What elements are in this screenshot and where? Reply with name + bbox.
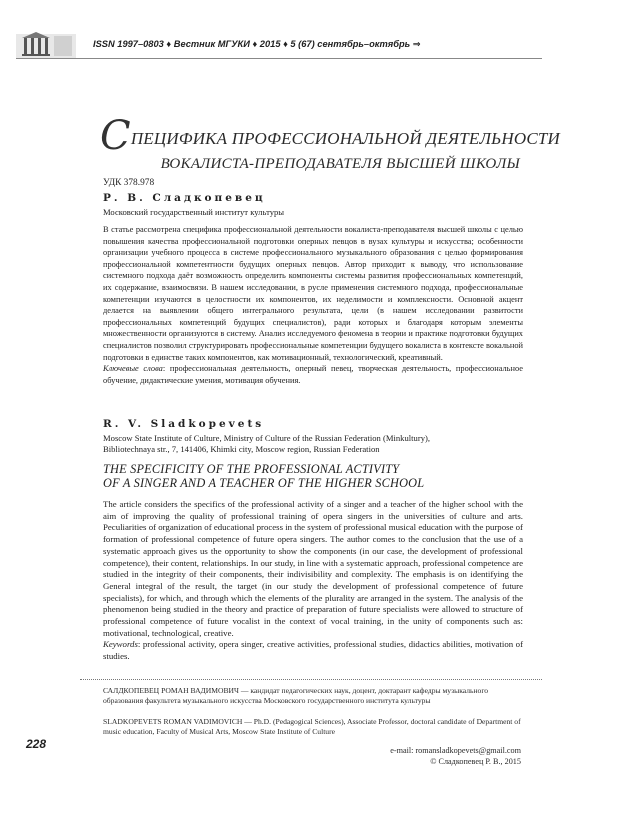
- author-bio-ru: САЛДКОПЕВЕЦ РОМАН ВАДИМОВИЧ — кандидат педагогических наук, доцент, доктарант кафедры музыкального образования факультета музыкального искусства Московского государственного института культуры: [103, 686, 489, 706]
- journal-logo-icon: [16, 30, 76, 60]
- title-ru-line-1-text: ПЕЦИФИКА ПРОФЕССИОНАЛЬНОЙ ДЕЯТЕЛЬНОСТИ: [130, 129, 561, 148]
- abstract-en-text: The article considers the specifics of the professional activity of a singer and a teacher of the higher school with the aim of improving the quality of professional training of opera singers in the universities of culture and arts. Peculiarities of organization of educational process in the system of professional musical education with the purpose of formation of professional competence of future opera singers. The author comes to the conclusion that the use of a systematic approach gives us the opportunity to show the components (in our case, the development of professional competence), their content, relationships. In our study, in line with a systematic approach, professional competence are studied in the integrity of their components, their indivisibility and complexity. The emphasis is on identifying the General integral of the result, the target (in our study the development of professional competence of future specialists), for which, and through which the elements of the plurality are arranged in the system. The analysis of the phenomenon being studied in the theory and practice of preparation of future specialists were allowed to structure of professional competence of future vocalist in the context of vocal training, in the unity of components such as: motivational, technological, creative.: [103, 499, 523, 638]
- institution-ru: Московский государственный институт культуры: [103, 207, 285, 217]
- title-en-line-1: THE SPECIFICITY OF THE PROFESSIONAL ACTIVITY: [103, 462, 400, 476]
- title-en-line-2: OF A SINGER AND A TEACHER OF THE HIGHER SCHOOL: [103, 476, 425, 490]
- title-ru-line-2: ВОКАЛИСТА-ПРЕПОДАВАТЕЛЯ ВЫСШЕЙ ШКОЛЫ: [160, 156, 520, 172]
- keywords-ru-text: : профессиональная деятельность, оперный певец, творческая деятельность, профессиональное обучение, дидактические умения, мотивация обучения.: [103, 364, 523, 385]
- keywords-ru-label: Ключевые слова: [103, 364, 163, 374]
- header-divider: [16, 58, 542, 59]
- page-number: 228: [26, 737, 47, 751]
- keywords-en-label: Keywords: [103, 639, 138, 650]
- keywords-ru: [103, 363, 523, 386]
- keywords-en-text: : professional activity, opera singer, creative activities, professional studies, didactics abilities, motivation of studies.: [103, 639, 523, 662]
- institution-en-line-2: Bibliotechnaya str., 7, 141406, Khimki city, Moscow region, Russian Federation: [103, 444, 380, 454]
- abstract-ru-text: В статье рассмотрена специфика профессиональной деятельности вокалиста-преподавателя высшей школы с целью повышения качества профессиональной подготовки оперных певцов в вузах культуры и искусства; особенности организации учебного процесса в системе профессионального музыкального образования с целью формирования профессиональной компетентности будущих оперных певцов. Автор приходит к выводу, что использование системного подхода даёт возможность определить компоненты системы развития профессиональных компетенций, их содержание, взаимосвязи. В нашем исследовании, в русле применения системного подхода, профессиональные компетенции изучаются в целостности их компонентов, их неделимости и комплексности. Основной акцент делается на выявлении общего интегрального результата, цели (в нашем исследовании развитости профессиональных компетенций будущих специалистов), ради которых и благодаря которым элементы множественности организуются в систему. Анализ исследуемого феномена в теории и практике подготовки будущих специалистов позволил структурировать профессиональные компетенции будущего вокалиста в контексте вокальной подготовки в единстве таких компонентов, как мотивационный, технологический, креативный.: [103, 225, 523, 362]
- abstract-en: [103, 499, 523, 663]
- copyright-notice: © Сладкопевец Р. В., 2015: [430, 757, 521, 766]
- institution-en: [103, 433, 523, 455]
- abstract-ru: [103, 224, 523, 386]
- journal-header: ISSN 1997–0803 ♦ Вестник МГУКИ ♦ 2015 ♦ 5 (67) сентябрь–октябрь ⇒: [93, 39, 421, 49]
- title-dropcap: С: [100, 113, 131, 159]
- author-bio-en: SLADKOPEVETS ROMAN VADIMOVICH — Ph.D. (Pedagogical Sciences), Associate Professor, doctoral candidate of Department of music education, Faculty of Musical Arts, Moscow State Institute of Culture: [103, 717, 521, 737]
- author-name-ru: Р. В. Сладкопевец: [103, 192, 266, 204]
- author-name-en: R. V. Sladkopevets: [103, 418, 265, 430]
- udk-code: УДК 378.978: [103, 178, 155, 188]
- article-title-en: [103, 462, 533, 490]
- keywords-en: [103, 639, 523, 662]
- institution-en-line-1: Moscow State Institute of Culture, Ministry of Culture of the Russian Federation (Minkultury),: [103, 433, 430, 443]
- article-title-ru: [100, 113, 561, 173]
- footer-divider: [80, 679, 542, 680]
- title-ru-line-1: [100, 113, 561, 159]
- author-email: e-mail: romansladkopevets@gmail.com: [390, 746, 521, 755]
